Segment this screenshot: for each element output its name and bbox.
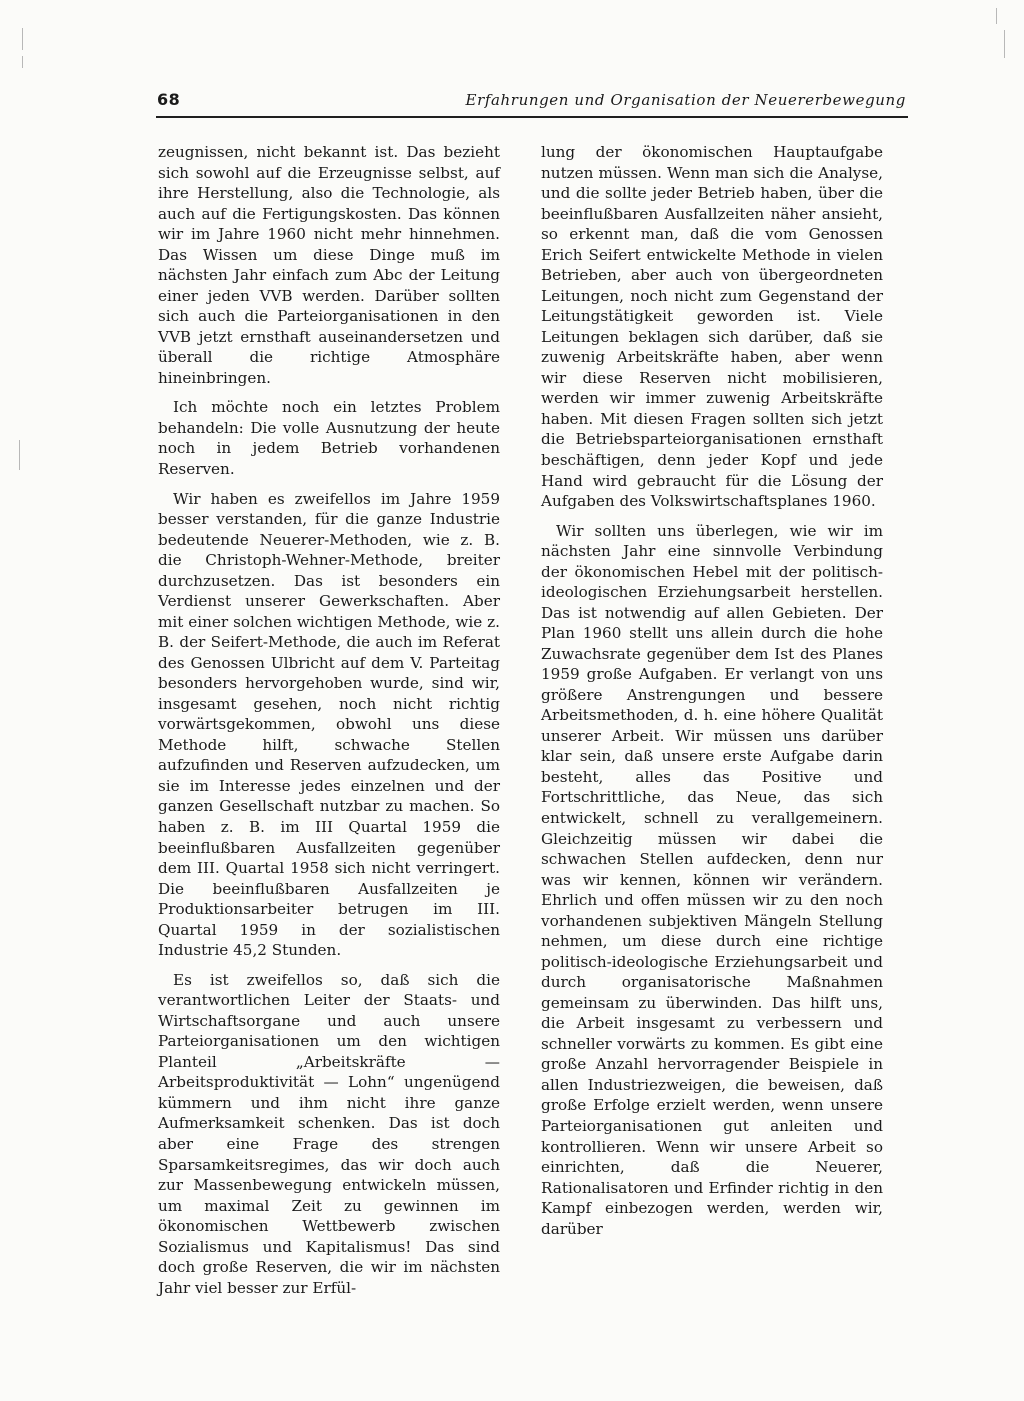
scan-edge-mark bbox=[1004, 30, 1005, 58]
text-column-right bbox=[541, 142, 883, 1239]
page-number: 68 bbox=[157, 90, 181, 109]
scan-edge-mark bbox=[996, 8, 997, 24]
paragraph: Es ist zweifellos so, daß sich die verantwortlichen Leiter der Staats- und Wirtschaftsorgane und auch unsere Parteiorganisationen um den wichtigen Planteil „Arbeitskräfte — Arbeitsproduktivität — Lohn“ ungenügend kümmern und ihm nicht ihre ganze Aufmerksamkeit schenken. Das ist doch aber eine Frage des strengen Sparsamkeitsregimes, das wir doch auch zur Massenbewegung entwickeln müssen, um maximal Zeit zu gewinnen im ökonomischen Wettbewerb zwischen Sozialismus und Kapitalismus! Das sind doch große Reserven, die wir im nächsten Jahr viel besser zur Erfül- bbox=[158, 970, 500, 1297]
paragraph: Wir haben es zweifellos im Jahre 1959 besser verstanden, für die ganze Industrie bedeutende Neuerer-Methoden, wie z. B. die Christoph-Wehner-Methode, breiter durchzusetzen. Das ist besonders ein Verdienst unserer Gewerkschaften. Aber mit einer solchen wichtigen Methode, wie z. B. der Seifert-Methode, die auch im Referat des Genossen Ulbricht auf dem V. Parteitag besonders hervorgehoben wurde, sind wir, insgesamt gesehen, noch nicht richtig vorwärtsgekommen, obwohl uns diese Methode hilft, schwache Stellen aufzufinden und Reserven aufzudecken, um sie im Interesse jedes einzelnen und der ganzen Gesellschaft nutzbar zu machen. So haben z. B. im III Quartal 1959 die beeinflußbaren Ausfallzeiten gegenüber dem III. Quartal 1958 sich nicht verringert. Die beeinflußbaren Ausfallzeiten je Produktionsarbeiter betrugen im III. Quartal 1959 in der sozialistischen Industrie 45,2 Stunden. bbox=[158, 489, 500, 960]
scan-edge-mark bbox=[19, 440, 20, 470]
running-head: Erfahrungen und Organisation der Neuererbewegung bbox=[465, 91, 906, 109]
paragraph: zeugnissen, nicht bekannt ist. Das bezieht sich sowohl auf die Erzeugnisse selbst, auf ihre Herstellung, also die Technologie, als auch auf die Fertigungskosten. Das können wir im Jahre 1960 nicht mehr hinnehmen. Das Wissen um diese Dinge muß im nächsten Jahr einfach zum Abc der Leitung einer jeden VVB werden. Darüber sollten sich auch die Parteiorganisationen in den VVB jetzt ernsthaft auseinandersetzen und überall die richtige Atmosphäre hineinbringen. bbox=[158, 143, 500, 387]
paragraph: Ich möchte noch ein letztes Problem behandeln: Die volle Ausnutzung der heute noch in jedem Betrieb vorhandenen Reserven. bbox=[158, 398, 500, 478]
paragraph: lung der ökonomischen Hauptaufgabe nutzen müssen. Wenn man sich die Analyse, und die sollte jeder Betrieb haben, über die beeinflußbaren Ausfallzeiten näher ansieht, so erkennt man, daß die vom Genossen Erich Seifert entwickelte Methode in vielen Betrieben, aber auch von übergeordneten Leitungen, noch nicht zum Gegenstand der Leitungstätigkeit geworden ist. Viele Leitungen beklagen sich darüber, daß sie zuwenig Arbeitskräfte haben, aber wenn wir diese Reserven nicht mobilisieren, werden wir immer zuwenig Arbeitskräfte haben. Mit diesen Fragen sollten sich jetzt die Betriebsparteiorganisationen ernsthaft beschäftigen, denn jeder Kopf und jede Hand wird gebraucht für die Lösung der Aufgaben des Volkswirtschaftsplanes 1960. bbox=[541, 143, 883, 511]
text-column-left bbox=[158, 142, 500, 1298]
paragraph: Wir sollten uns überlegen, wie wir im nächsten Jahr eine sinnvolle Verbindung der ökonomischen Hebel mit der politisch-ideologischen Erziehungsarbeit herstellen. Das ist notwendig auf allen Gebieten. Der Plan 1960 stellt uns allein durch die hohe Zuwachsrate gegenüber dem Ist des Planes 1959 große Aufgaben. Er verlangt von uns größere Anstrengungen und bessere Arbeitsmethoden, d. h. eine höhere Qualität unserer Arbeit. Wir müssen uns darüber klar sein, daß unsere erste Aufgabe darin besteht, alles das Positive und Fortschrittliche, das Neue, das sich entwickelt, schnell zu verallgemeinern. Gleichzeitig müssen wir dabei die schwachen Stellen aufdecken, denn nur was wir kennen, können wir verändern. Ehrlich und offen müssen wir zu den noch vorhandenen subjektiven Mängeln Stellung nehmen, um diese durch eine richtige politisch-ideologische Erziehungsarbeit und durch organisatorische Maßnahmen gemeinsam zu überwinden. Das hilft uns, die Arbeit insgesamt zu verbessern und schneller vorwärts zu kommen. Es gibt eine große Anzahl hervorragender Beispiele in allen Industriezweigen, die beweisen, daß große Erfolge erzielt werden, wenn unsere Parteiorganisationen gut anleiten und kontrollieren. Wenn wir unsere Arbeit so einrichten, daß die Neuerer, Rationalisatoren und Erfinder richtig in den Kampf einbezogen werden, werden wir, darüber bbox=[541, 521, 883, 1238]
scan-edge-mark bbox=[22, 28, 23, 50]
scan-edge-mark bbox=[22, 56, 23, 68]
page-header bbox=[156, 86, 908, 118]
